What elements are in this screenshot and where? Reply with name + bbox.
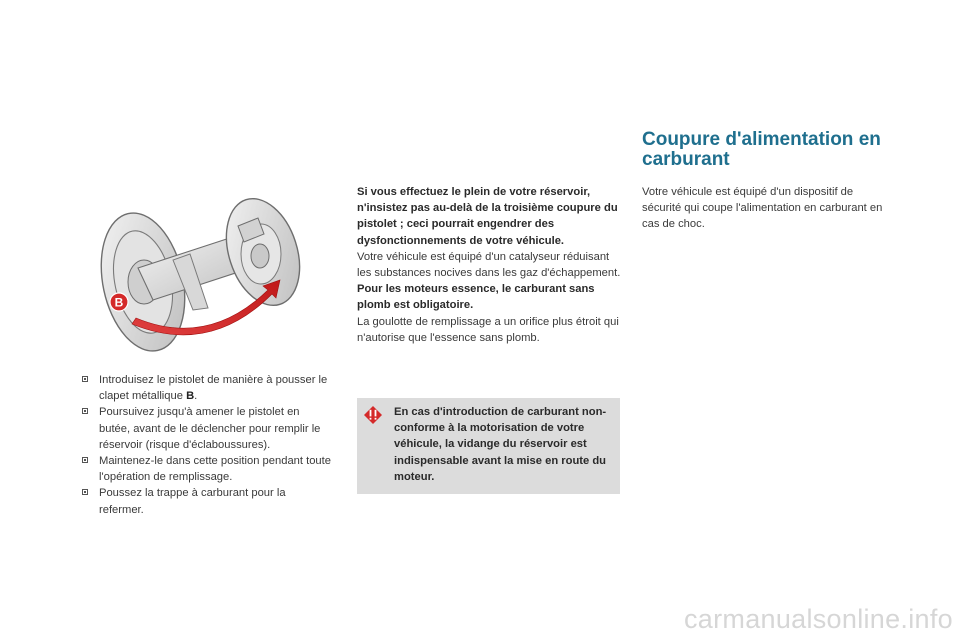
exclamation-icon xyxy=(364,406,382,424)
step-item: Poussez la trappe à carburant pour la refermer. xyxy=(82,485,332,517)
unleaded-requirement: Pour les moteurs essence, le carburant sans plomb est obligatoire. xyxy=(357,283,595,312)
overfill-warning: Si vous effectuez le plein de votre réservoir, n'insistez pas au-delà de la troisième coupure du pistolet ; ceci pourrait engendrer des dysfonctionnements de votre véhicule. xyxy=(357,186,618,247)
marker-b xyxy=(110,293,128,311)
step-item: Maintenez-le dans cette position pendant toute l'opération de remplissage. xyxy=(82,453,332,485)
watermark: carmanualsonline.info xyxy=(684,604,953,634)
checkbox-bullet-icon xyxy=(82,408,88,414)
fuel-filler-illustration xyxy=(98,190,308,355)
svg-text:B: B xyxy=(114,295,124,310)
step-item: Introduisez le pistolet de manière à pousser le clapet métallique B. xyxy=(82,372,332,404)
section-title: Coupure d'alimentation en carburant xyxy=(642,129,881,170)
fuel-cutoff-description: Votre véhicule est équipé d'un dispositif de sécurité qui coupe l'alimentation en carburant en cas de choc. xyxy=(642,186,883,231)
checkbox-bullet-icon xyxy=(82,457,88,463)
checkbox-bullet-icon xyxy=(82,489,88,495)
step-item: Poursuivez jusqu'à amener le pistolet en butée, avant de le déclencher pour remplir le réservoir (risque d'éclaboussures). xyxy=(82,404,332,453)
misfuel-warning-text: En cas d'introduction de carburant non-conforme à la motorisation de votre véhicule, la vidange du réservoir est indispensable avant la mise en route du moteur. xyxy=(394,406,607,483)
checkbox-bullet-icon xyxy=(82,376,88,382)
catalyst-note: Votre véhicule est équipé d'un catalyseur réduisant les substances nocives dans les gaz d'échappement. xyxy=(357,250,621,280)
misfuel-warning-box xyxy=(357,398,620,494)
refuelling-notes xyxy=(357,184,622,346)
filler-neck-note: La goulotte de remplissage a un orifice plus étroit qui n'autorise que l'essence sans plomb. xyxy=(357,315,619,344)
filling-steps-list xyxy=(82,372,332,518)
